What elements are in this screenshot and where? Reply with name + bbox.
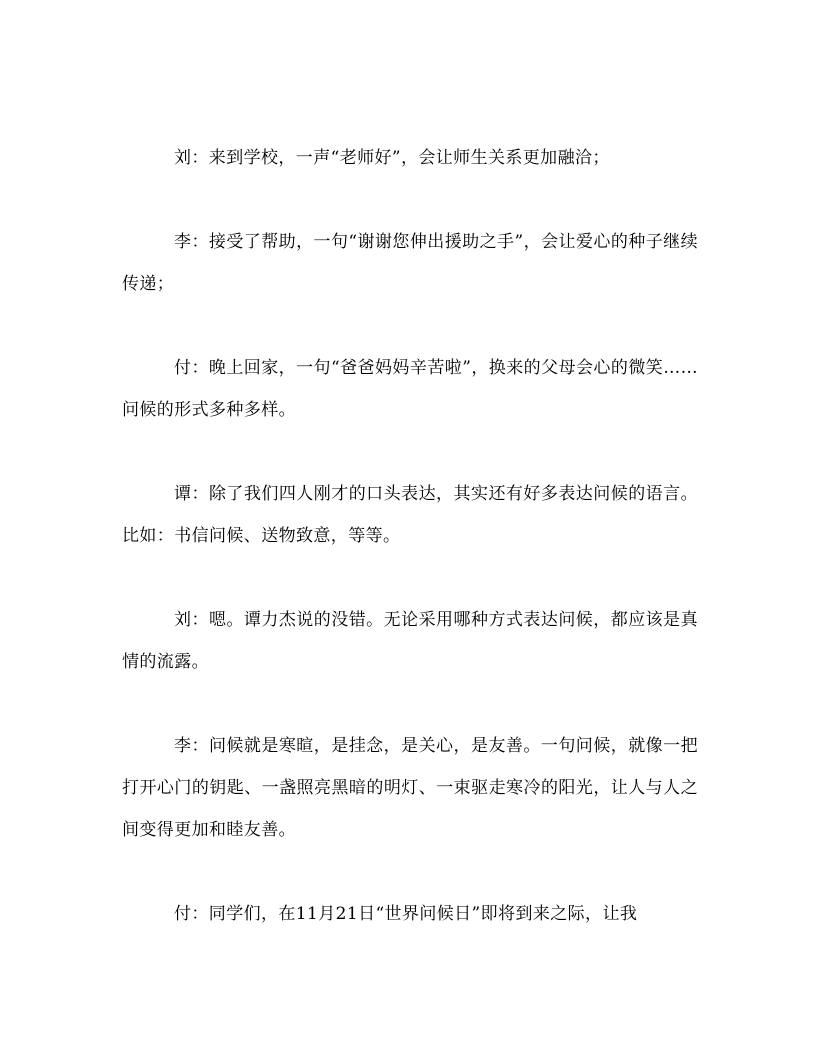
dialogue-paragraph-li-1: 李：接受了帮助，一句“谢谢您伸出援助之手”，会让爱心的种子继续传递； [122,232,698,294]
dialogue-paragraph-fu-2: 付：同学们，在11月21日“世界问候日”即将到来之际，让我 [174,904,638,924]
dialogue-paragraph-li-2: 李：问候就是寒暄，是挂念，是关心，是友善。一句问候，就像一把打开心门的钥匙、一盏照亮黑暗的明灯、一束驱走寒冷的阳光，让人与人之间变得更加和睦友善。 [122,736,698,840]
document-body [122,137,698,935]
dialogue-paragraph-liu-2: 刘：嗯。谭力杰说的没错。无论采用哪种方式表达问候，都应该是真情的流露。 [122,610,698,672]
dialogue-paragraph-fu-1: 付：晚上回家，一句“爸爸妈妈辛苦啦”，换来的父母会心的微笑……问候的形式多种多样。 [122,358,698,420]
dialogue-paragraph-tan-1: 谭：除了我们四人刚才的口头表达，其实还有好多表达问候的语言。比如：书信问候、送物致意，等等。 [122,484,698,546]
dialogue-paragraph-liu-1: 刘：来到学校，一声“老师好”，会让师生关系更加融洽； [174,148,610,168]
